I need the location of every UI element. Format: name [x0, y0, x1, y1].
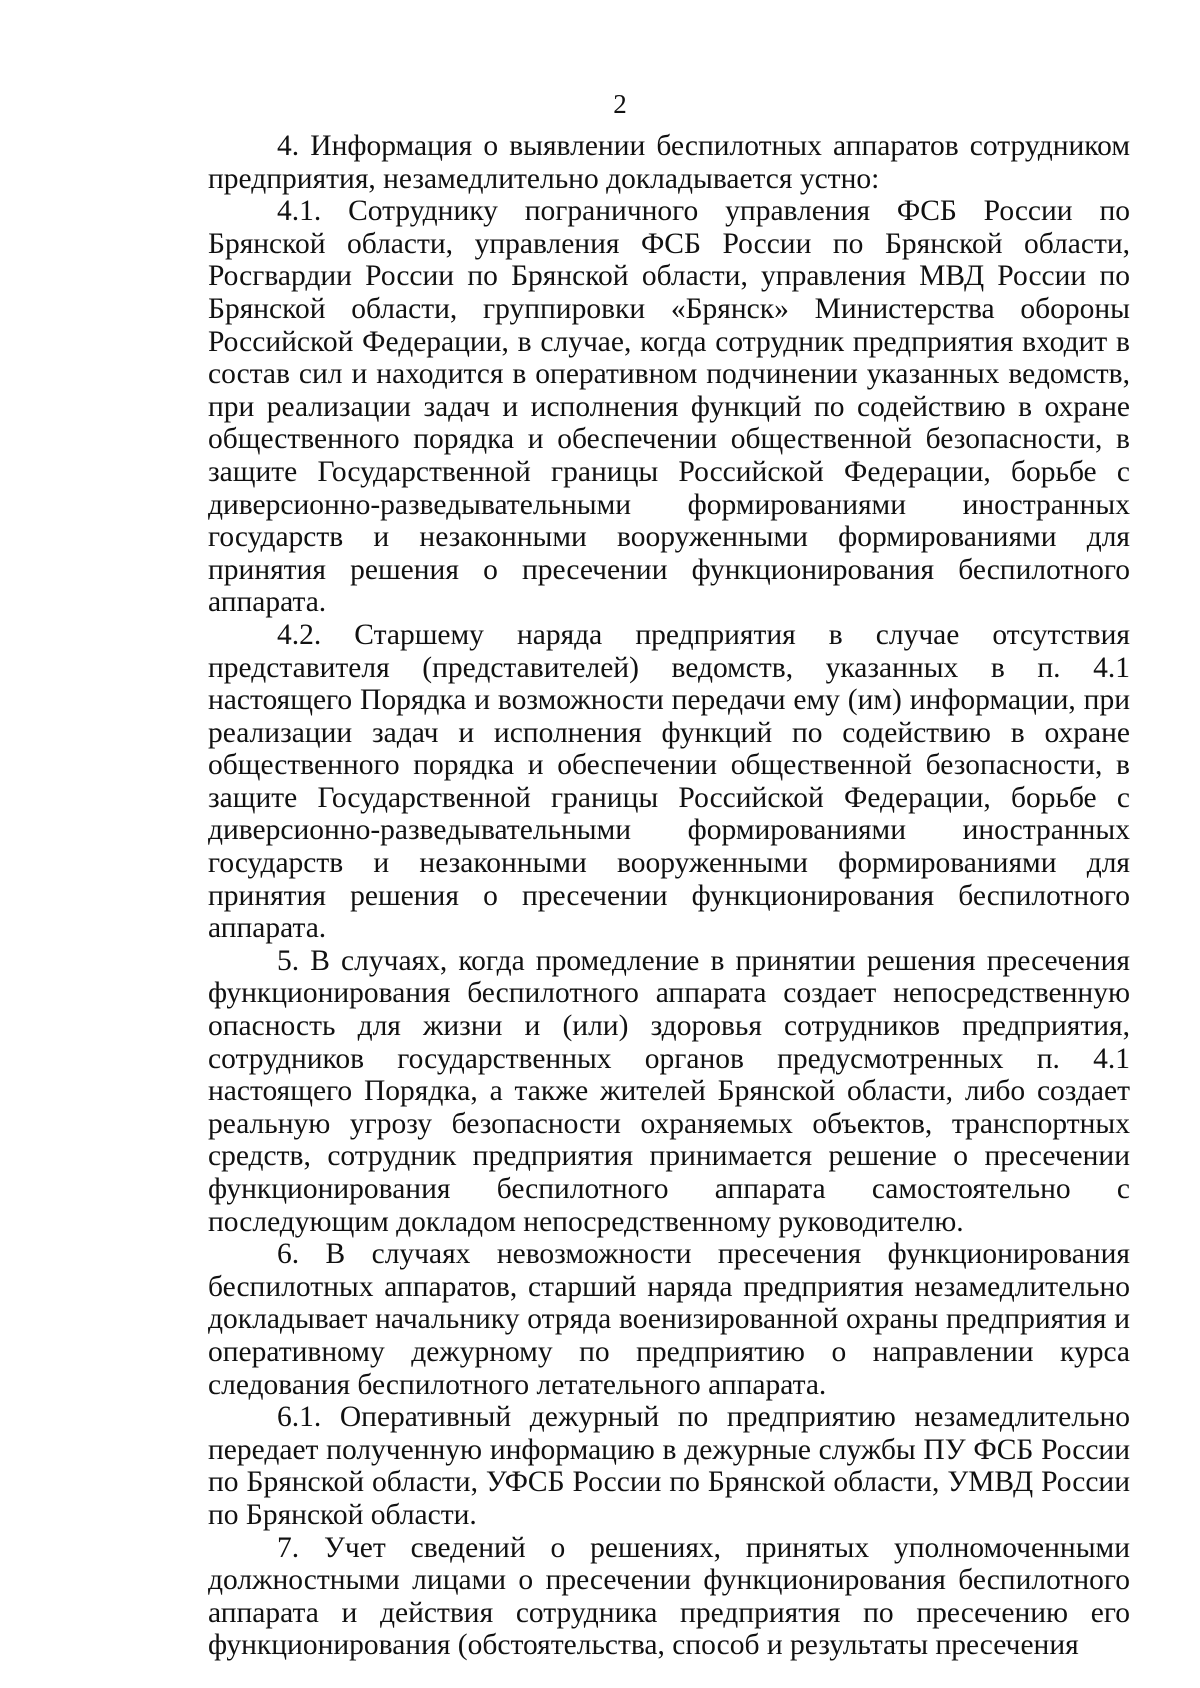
document-body: [208, 130, 1130, 1662]
paragraph-5: 5. В случаях, когда промедление в принятии решения пресечения функционирования беспилотного аппарата создает непосредственную опасность для жизни и (или) здоровья сотрудников предприятия, сотрудников государственных органов предусмотренных п. 4.1 настоящего Порядка, а также жителей Брянской области, либо создает реальную угрозу безопасности охраняемых объектов, транспортных средств, сотрудник предприятия принимается решение о пресечении функционирования беспилотного аппарата самостоятельно с последующим докладом непосредственному руководителю.: [208, 944, 1130, 1238]
page-number: 2: [613, 89, 627, 119]
paragraph-7: 7. Учет сведений о решениях, принятых уполномоченными должностными лицами о пресечении функционирования беспилотного аппарата и действия сотрудника предприятия по пресечению его функционирования (обстоятельства, способ и результаты пресечения: [208, 1531, 1130, 1662]
paragraph-6-1: 6.1. Оперативный дежурный по предприятию незамедлительно передает полученную информацию в дежурные службы ПУ ФСБ России по Брянской области, УФСБ России по Брянской области, УМВД России по Брянской области.: [208, 1401, 1130, 1531]
paragraph-4: 4. Информация о выявлении беспилотных аппаратов сотрудником предприятия, незамедлительно докладывается устно:: [208, 130, 1130, 195]
paragraph-6: 6. В случаях невозможности пресечения функционирования беспилотных аппаратов, старший наряда предприятия незамедлительно докладывает начальнику отряда военизированной охраны предприятия и оперативному дежурному по предприятию о направлении курса следования беспилотного летательного аппарата.: [208, 1238, 1130, 1401]
paragraph-4-1: 4.1. Сотруднику пограничного управления ФСБ России по Брянской области, управления ФСБ России по Брянской области, Росгвардии России по Брянской области, управления МВД России по Брянской области, группировки «Брянск» Министерства обороны Российской Федерации, в случае, когда сотрудник предприятия входит в состав сил и находится в оперативном подчинении указанных ведомств, при реализации задач и исполнения функций по содействию в охране общественного порядка и обеспечении общественной безопасности, в защите Государственной границы Российской Федерации, борьбе с диверсионно-разведывательными формированиями иностранных государств и незаконными вооруженными формированиями для принятия решения о пресечении функционирования беспилотного аппарата.: [208, 195, 1130, 619]
paragraph-4-2: 4.2. Старшему наряда предприятия в случае отсутствия представителя (представителей) ведомств, указанных в п. 4.1 настоящего Порядка и возможности передачи ему (им) информации, при реализации задач и исполнения функций по содействию в охране общественного порядка и обеспечении общественной безопасности, в защите Государственной границы Российской Федерации, борьбе с диверсионно-разведывательными формированиями иностранных государств и незаконными вооруженными формированиями для принятия решения о пресечении функционирования беспилотного аппарата.: [208, 618, 1130, 945]
